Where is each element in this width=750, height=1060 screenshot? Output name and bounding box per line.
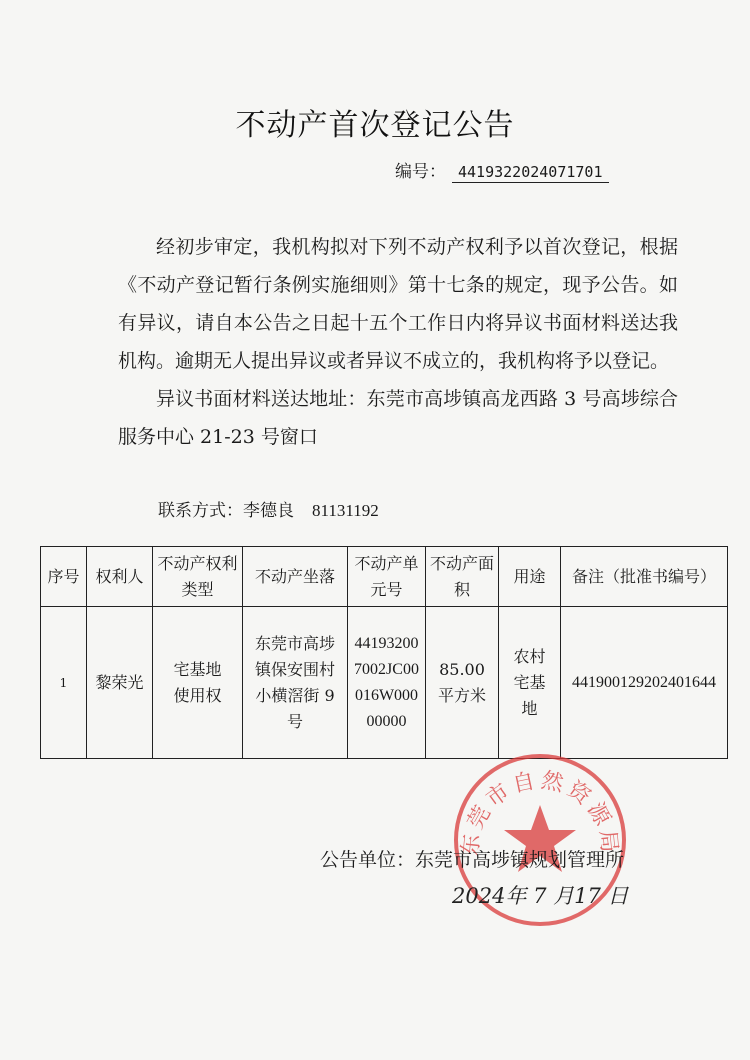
cell-remark: 441900129202401644 [561, 607, 728, 759]
cell-holder: 黎荣光 [87, 607, 153, 759]
cell-unit-no: 441932007002JC00016W00000000 [348, 607, 426, 759]
issue-date: 2024年 7 月17 日 [452, 884, 629, 908]
contact-line [158, 496, 379, 521]
notice-body [118, 228, 678, 456]
document-number [395, 157, 609, 183]
header-right-type: 不动产权利类型 [153, 547, 243, 607]
cell-index: 1 [41, 607, 87, 759]
page-title: 不动产首次登记公告 [235, 108, 515, 143]
property-table [40, 546, 728, 759]
table-header-row [41, 547, 728, 607]
notice-paragraph-2: 异议书面材料送达地址：东莞市高埗镇高龙西路 3 号高埗综合服务中心 21-23 号窗口 [118, 388, 678, 448]
cell-location: 东莞市高埗镇保安围村小横滘街 9 号 [243, 607, 348, 759]
issuer-line: 公告单位：东莞市高埗镇规划管理所 [320, 849, 625, 871]
notice-paragraph-1: 经初步审定，我机构拟对下列不动产权利予以首次登记，根据《不动产登记暂行条例实施细则》第十七条的规定，现予公告。如有异议，请自本公告之日起十五个工作日内将异议书面材料送达我机构。逾期无人提出异议或者异议不成立的，我机构将予以登记。 [118, 236, 678, 372]
header-area: 不动产面积 [426, 547, 499, 607]
header-usage: 用途 [499, 547, 561, 607]
cell-area: 85.00平方米 [426, 607, 499, 759]
table-row [41, 607, 728, 759]
header-holder: 权利人 [87, 547, 153, 607]
contact-label: 联系方式：李德良 [158, 501, 294, 521]
document-number-label: 编号： [395, 162, 446, 182]
document-number-value: 4419322024071701 [452, 163, 609, 183]
header-remark: 备注（批准书编号） [561, 547, 728, 607]
header-location: 不动产坐落 [243, 547, 348, 607]
seal-text: 东莞市自然资源局 [458, 768, 622, 858]
cell-right-type: 宅基地使用权 [153, 607, 243, 759]
contact-phone: 81131192 [312, 501, 379, 520]
header-index: 序号 [41, 547, 87, 607]
cell-usage: 农村宅基地 [499, 607, 561, 759]
header-unit-no: 不动产单元号 [348, 547, 426, 607]
